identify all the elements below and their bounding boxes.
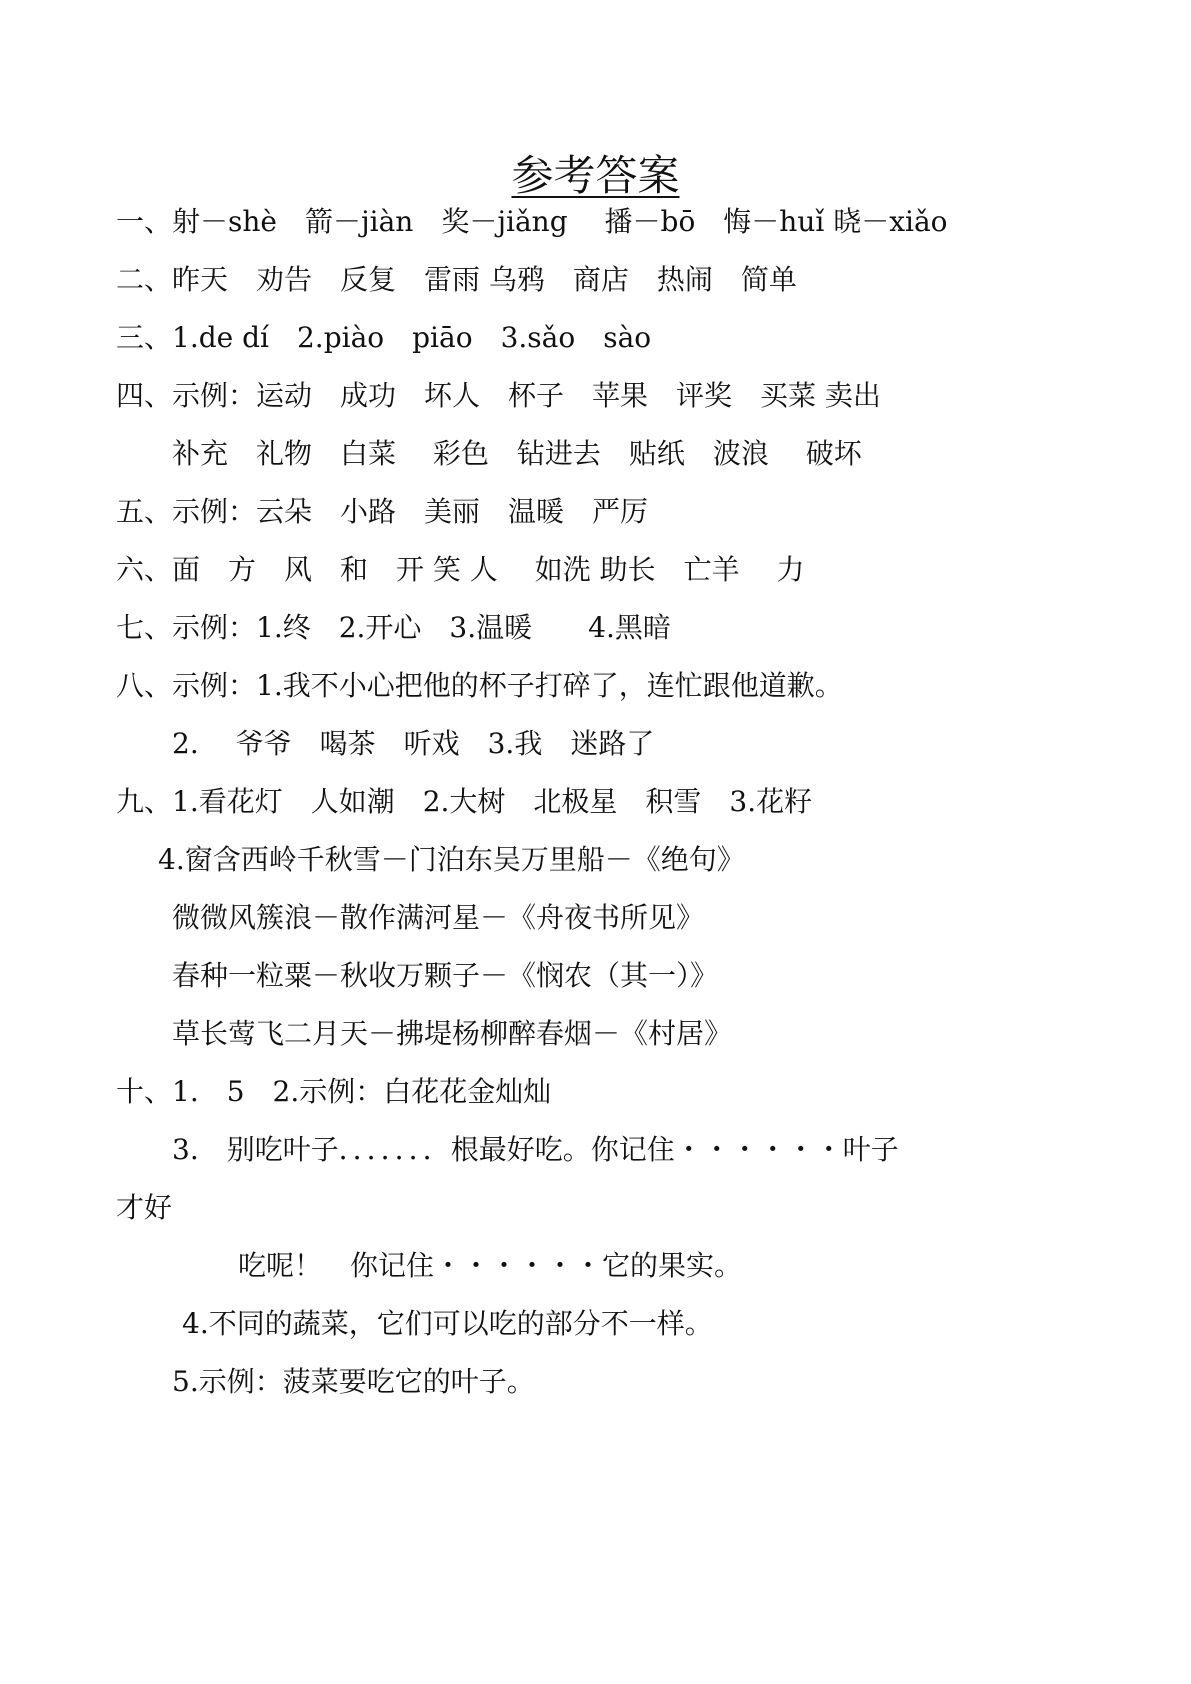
page-title-text: 参考答案: [511, 151, 680, 200]
answer-line-16: 十、1. 5 2.示例：白花花金灿灿: [116, 1075, 552, 1108]
answer-line-3: 三、1.de dí 2.piào piāo 3.sǎo sào: [116, 321, 652, 354]
answer-line-17: 3. 别吃叶子．．．．．．．根最好吃。你记住・・・・・・叶子: [172, 1133, 899, 1166]
answer-line-11: 九、1.看花灯 人如潮 2.大树 北极星 积雪 3.花籽: [116, 785, 813, 818]
answer-line-9: 八、示例：1.我不小心把他的杯子打碎了，连忙跟他道歉。: [116, 669, 843, 702]
answer-line-10: 2. 爷爷 喝茶 听戏 3.我 迷路了: [172, 727, 655, 760]
answer-line-21: 5.示例：菠菜要吃它的叶子。: [172, 1365, 535, 1398]
answer-line-15: 草长莺飞二月天－拂堤杨柳醉春烟－《村居》: [172, 1017, 733, 1050]
answer-line-18: 才好: [116, 1191, 173, 1224]
page-title: [0, 148, 1191, 204]
answer-line-8: 七、示例：1.终 2.开心 3.温暖 4.黑暗: [116, 611, 671, 644]
answer-line-14: 春种一粒粟－秋收万颗子－《悯农（其一）》: [172, 959, 719, 992]
answer-line-4: 四、示例：运动 成功 坏人 杯子 苹果 评奖 买菜 卖出: [116, 379, 881, 412]
answer-line-13: 微微风簇浪－散作满河星－《舟夜书所见》: [172, 901, 705, 934]
answer-line-7: 六、面 方 风 和 开 笑 人 如洗 助长 亡羊 力: [116, 553, 805, 586]
answer-line-20: 4.不同的蔬菜，它们可以吃的部分不一样。: [182, 1307, 713, 1340]
answer-line-1: 一、射－shè 箭－jiàn 奖－jiǎng 播－bō 悔－huǐ 晓－xiǎo: [116, 205, 948, 238]
answer-line-19: 吃呢！ 你记住・・・・・・它的果实。: [238, 1249, 743, 1282]
answer-line-12: 4.窗含西岭千秋雪－门泊东吴万里船－《绝句》: [158, 843, 745, 876]
answer-line-6: 五、示例：云朵 小路 美丽 温暖 严厉: [116, 495, 649, 528]
answer-line-5: 补充 礼物 白菜 彩色 钻进去 贴纸 波浪 破坏: [172, 437, 862, 470]
answer-line-2: 二、昨天 劝告 反复 雷雨 乌鸦 商店 热闹 简单: [116, 263, 797, 296]
